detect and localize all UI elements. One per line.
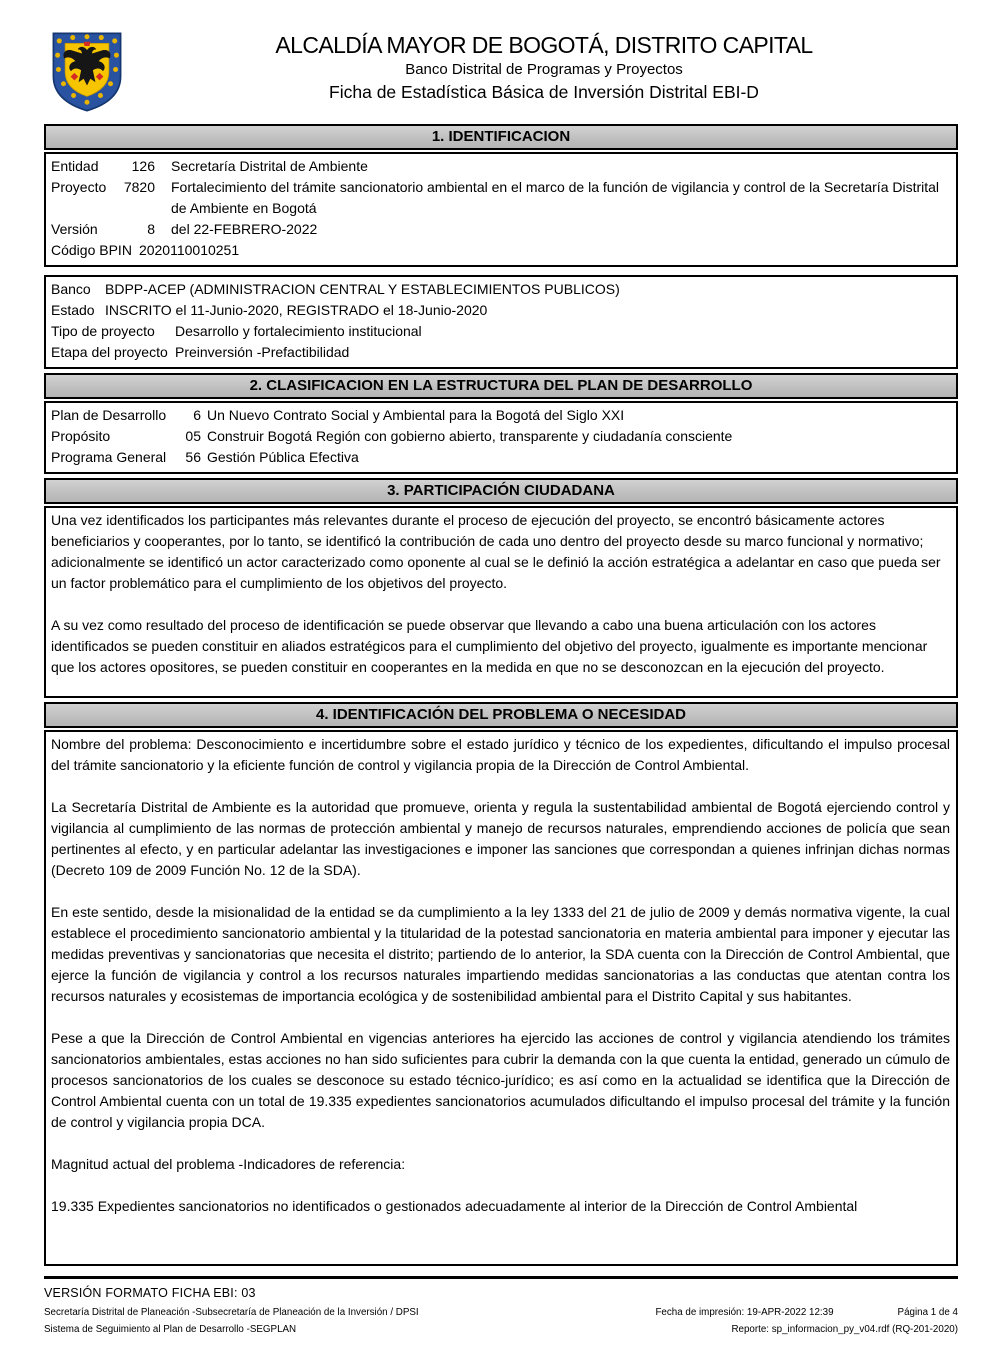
estado-label: Estado (51, 302, 95, 318)
footer-print-row (655, 1305, 958, 1322)
problema-paragraph-5: Magnitud actual del problema -Indicadores de referencia: (51, 1156, 406, 1172)
format-version-line: VERSIÓN FORMATO FICHA EBI: 03 (44, 1286, 256, 1300)
problema-box (44, 730, 958, 1266)
bogota-coat-of-arms-icon (44, 30, 130, 114)
section-4-title: 4. IDENTIFICACIÓN DEL PROBLEMA O NECESIDAD (315, 706, 687, 723)
problema-paragraph-4: Pese a que la Dirección de Control Ambiental en vigencias anteriores ha ejercido las acciones de control y vigilancia atendiendo los trámites sancionatorios ambientales, estas acciones no han sido suficientes para cubrir la demanda con la que cuenta la entidad, generado un cúmulo de procesos sancionatorios de los cuales se desconoce su estado técnico-jurídico; es así como en la actualidad se identifica que la Dirección de Control Ambiental cuenta con un total de 19.335 expedientes sancionatorios acumulados dificultando el impulso procesal del trámite y la función de control y vigilancia propia DCA. (51, 1030, 950, 1130)
footer-columns (44, 1305, 958, 1338)
entidad-row (51, 156, 950, 177)
section-2-header (44, 373, 958, 399)
programa-general-row (51, 447, 950, 468)
tipo-proyecto-value: Desarrollo y fortalecimiento institucional (175, 323, 422, 339)
section-4-header (44, 702, 958, 728)
proposito-value: Construir Bogotá Región con gobierno abierto, transparente y ciudadanía consciente (207, 428, 733, 444)
section-3-title: 3. PARTICIPACIÓN CIUDADANA (387, 482, 615, 499)
participacion-box (44, 506, 958, 698)
main-title: ALCALDÍA MAYOR DE BOGOTÁ, DISTRITO CAPITAL (275, 32, 813, 58)
programa-general-label: Programa General (51, 449, 167, 465)
section-2-title: 2. CLASIFICACION EN LA ESTRUCTURA DEL PLAN DE DESARROLLO (249, 377, 753, 394)
proposito-row (51, 426, 950, 447)
plan-desarrollo-code: 6 (193, 407, 201, 423)
bpin-label: Código BPIN (51, 242, 132, 258)
footer-left (44, 1305, 419, 1338)
estado-row (51, 300, 950, 321)
proposito-code: 05 (185, 428, 201, 444)
version-code: 8 (147, 221, 155, 237)
tipo-proyecto-label: Tipo de proyecto (51, 323, 155, 339)
plan-desarrollo-label: Plan de Desarrollo (51, 407, 167, 423)
entidad-label: Entidad (51, 158, 99, 174)
etapa-proyecto-value: Preinversión -Prefactibilidad (175, 344, 350, 360)
participacion-paragraph-2: A su vez como resultado del proceso de identificación se puede observar que llevando a cabo una buena articulación con los actores identificados se pueden constituir en aliados estratégicos para el cumplimiento del objetivo del proyecto, igualmente es importante mencionar que los actores opositores, se pueden constituir en cooperantes en la medida en que no se desconozcan en la ejecución del proyecto. (51, 617, 928, 675)
plan-desarrollo-row (51, 405, 950, 426)
clasificacion-box (44, 401, 958, 474)
estado-value: INSCRITO el 11-Junio-2020, REGISTRADO el 18-Junio-2020 (105, 302, 488, 318)
report-name: Reporte: sp_informacion_py_v04.rdf (RQ-201-2020) (731, 1323, 958, 1335)
footer-rule (44, 1276, 958, 1279)
footer-entity-line: Secretaría Distrital de Planeación -Subsecretaría de Planeación de la Inversión / DPSI (44, 1307, 419, 1318)
print-date: Fecha de impresión: 19-APR-2022 12:39 (655, 1307, 834, 1318)
section-3-header (44, 478, 958, 504)
problema-paragraph-3: En este sentido, desde la misionalidad de la entidad se da cumplimiento a la ley 1333 del 21 de julio de 2009 y demás normativa vigente, la cual establece el procedimiento sancionatorio ambiental y la titularidad de la potestad sancionatoria en materia ambiental para imponer y ejecutar las medidas preventivas y sancionatorias que necesita el distrito; partiendo de lo anterior, la SDA cuenta con la Dirección de Control Ambiental, que ejerce la función de vigilancia y control a los recursos naturales impartiendo medidas sancionatorias a las conductas que atentan contra los recursos naturales y ecosistemas de importancia ecológica y de sostenibilidad ambiental para el Distrito Capital y sus habitantes. (51, 904, 950, 1004)
programa-general-code: 56 (185, 449, 201, 465)
proyecto-row (51, 177, 950, 219)
subtitle-ficha: Ficha de Estadística Básica de Inversión Distrital EBI-D (329, 82, 759, 102)
participacion-paragraph-1: Una vez identificados los participantes más relevantes durante el proceso de ejecución del proyecto, se encontró básicamente actores beneficiarios y cooperantes, por lo tanto, se identificó la contribución de cada uno dentro del proyecto desde su marco funcional y normativo; adicionalmente se identificó un actor caracterizado como oponente al cual se le definió la acción estratégica a adelantar en caso que pueda ser un factor problemático para el cumplimiento de los objetivos del proyecto. (51, 512, 941, 591)
problema-paragraph-6: 19.335 Expedientes sancionatorios no identificados o gestionados adecuadamente al interior de la Dirección de Control Ambiental (51, 1198, 858, 1214)
bpin-value: 2020110010251 (138, 242, 240, 258)
banco-value: BDPP-ACEP (ADMINISTRACION CENTRAL Y ESTABLECIMIENTOS PUBLICOS) (105, 281, 620, 297)
banco-row (51, 279, 950, 300)
problema-paragraph-2: La Secretaría Distrital de Ambiente es la autoridad que promueve, orienta y regula la sustentabilidad ambiental de Bogotá ejerciendo control y vigilancia al cumplimiento de las normas de protección ambiental y manejo de recursos naturales, emprendiendo acciones de policía que sean pertinentes al efecto, y en particular adelantar las investigaciones e imponer las sanciones que correspondan a quienes infrinjan dichas normas (Decreto 109 de 2009 Función No. 12 de la SDA). (51, 799, 950, 878)
proyecto-label: Proyecto (51, 179, 107, 195)
entidad-value: Secretaría Distrital de Ambiente (171, 158, 368, 174)
document-header (44, 30, 958, 114)
proyecto-value: Fortalecimiento del trámite sancionatorio ambiental en el marco de la función de vigilancia y control de la Secretaría Distrital de Ambiente en Bogotá (171, 179, 940, 216)
page-number: Página 1 de 4 (897, 1307, 958, 1318)
version-value: del 22-FEBRERO-2022 (171, 221, 318, 237)
entidad-code: 126 (131, 158, 155, 174)
tipo-proyecto-row (51, 321, 950, 342)
footer-right (655, 1305, 958, 1338)
version-label: Versión (51, 221, 98, 237)
version-row (51, 219, 950, 240)
document-titles (130, 30, 958, 103)
bpin-row (51, 240, 950, 261)
section-1-title: 1. IDENTIFICACION (431, 128, 571, 145)
programa-general-value: Gestión Pública Efectiva (207, 449, 359, 465)
document-footer (44, 1266, 958, 1338)
proposito-label: Propósito (51, 428, 111, 444)
etapa-proyecto-row (51, 342, 950, 363)
proyecto-code: 7820 (123, 179, 155, 195)
banco-label: Banco (51, 281, 91, 297)
subtitle-banco: Banco Distrital de Programas y Proyectos (405, 61, 683, 78)
section-1-header (44, 124, 958, 150)
plan-desarrollo-value: Un Nuevo Contrato Social y Ambiental para la Bogotá del Siglo XXI (207, 407, 625, 423)
etapa-proyecto-label: Etapa del proyecto (51, 344, 168, 360)
registro-box (44, 275, 958, 369)
footer-system-line: Sistema de Seguimiento al Plan de Desarrollo -SEGPLAN (44, 1323, 297, 1335)
identification-box (44, 152, 958, 267)
problema-paragraph-1: Nombre del problema: Desconocimiento e incertidumbre sobre el estado jurídico y técnico de los expedientes, dificultando el impulso procesal del trámite sancionatorio y la eficiente función de control y vigilancia propia de la Dirección de Control Ambiental. (51, 736, 950, 773)
